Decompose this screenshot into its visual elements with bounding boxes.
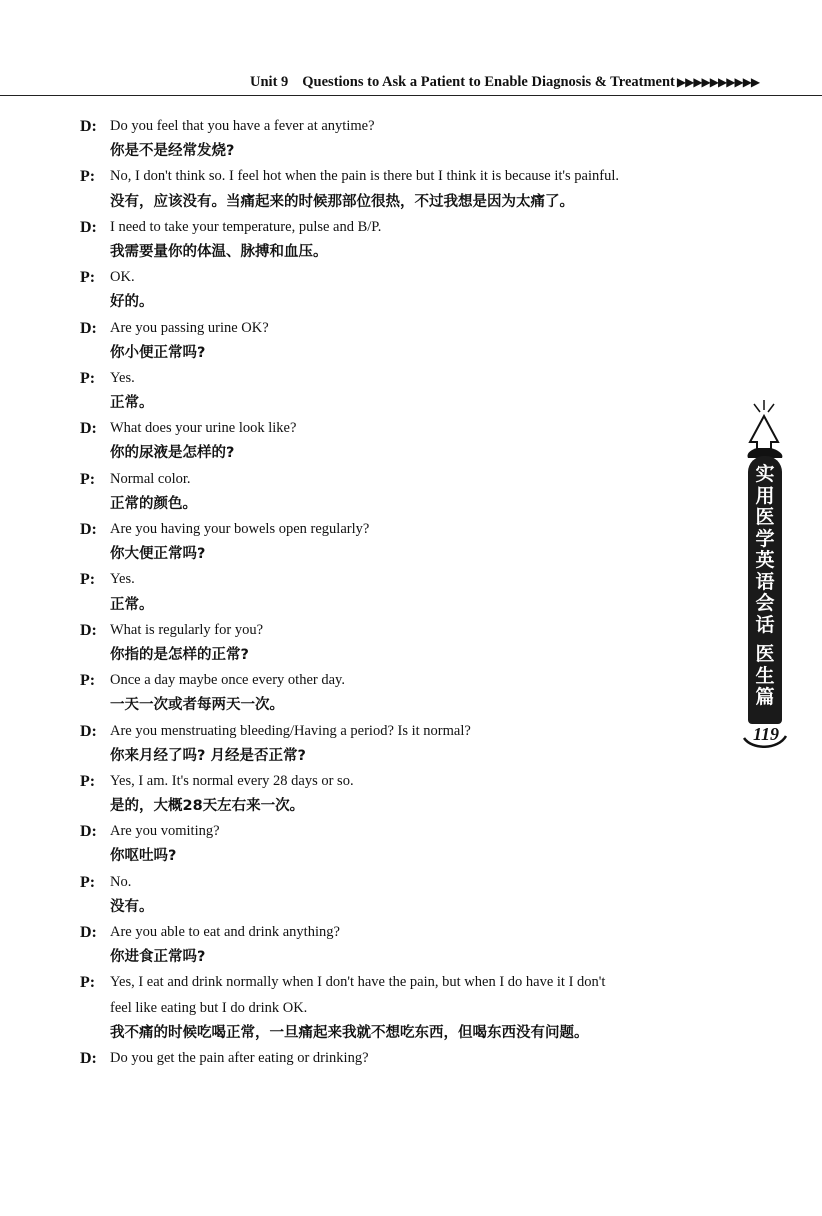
translation-line	[80, 693, 730, 718]
line-text: 没有，应该没有。当痛起来的时候那部位很热，不过我想是因为太痛了。	[110, 193, 574, 210]
translation-line	[80, 945, 730, 970]
translation-line	[80, 341, 730, 366]
dialogue-line	[80, 920, 730, 945]
translation-line	[80, 290, 730, 315]
speaker-label: P:	[80, 470, 96, 488]
translation-line	[80, 492, 730, 517]
line-text: 你指的是怎样的正常?	[110, 646, 249, 663]
speaker-label: D:	[80, 218, 97, 236]
line-text: Are you vomiting?	[110, 823, 220, 840]
speaker-label: P:	[80, 571, 96, 589]
dialogue-line	[80, 416, 730, 441]
speaker-label: P:	[80, 974, 96, 992]
line-text: 你小便正常吗?	[110, 344, 206, 361]
dialogue-line	[80, 366, 730, 391]
dialogue-line	[80, 870, 730, 895]
line-text: 你呕吐吗?	[110, 848, 177, 865]
dialogue-line	[80, 316, 730, 341]
dialogue-line	[80, 114, 730, 139]
dialogue-line	[80, 265, 730, 290]
dialogue-line	[80, 970, 730, 995]
translation-line	[80, 391, 730, 416]
speaker-label: P:	[80, 369, 96, 387]
line-text: Yes, I am. It's normal every 28 days or so.	[110, 772, 354, 789]
line-text: 是的，大概28天左右来一次。	[110, 798, 305, 815]
dialogue-line	[80, 819, 730, 844]
line-text: Normal color.	[110, 470, 191, 487]
volume-label: 医 生 篇	[755, 643, 775, 708]
line-text: 好的。	[110, 294, 154, 311]
line-text: 正常的颜色。	[110, 495, 197, 512]
line-text: Do you feel that you have a fever at anytime?	[110, 118, 375, 134]
translation-line	[80, 844, 730, 869]
line-text: 我需要量你的体温、脉搏和血压。	[110, 243, 328, 260]
dialogue-line	[80, 769, 730, 794]
speaker-label: D:	[80, 823, 97, 841]
speaker-label: D:	[80, 722, 97, 740]
line-text: 你的尿液是怎样的?	[110, 445, 235, 462]
line-text: No.	[110, 873, 132, 890]
dialogue-line	[80, 1046, 730, 1071]
translation-line	[80, 895, 730, 920]
dialogue-line	[80, 618, 730, 643]
translation-line	[80, 542, 730, 567]
dialogue-line	[80, 719, 730, 744]
line-text: What does your urine look like?	[110, 420, 297, 437]
speaker-label: P:	[80, 168, 96, 186]
line-text: 你大便正常吗?	[110, 546, 206, 563]
unit-label: Unit 9	[250, 74, 289, 90]
translation-line	[80, 139, 730, 164]
line-text: Are you menstruating bleeding/Having a period? Is it normal?	[110, 722, 471, 739]
dialogue-line	[80, 996, 730, 1021]
header-rule	[0, 95, 822, 96]
speaker-label: D:	[80, 1049, 97, 1067]
dialogue-line	[80, 567, 730, 592]
speaker-label: P:	[80, 672, 96, 690]
line-text: feel like eating but I do drink OK.	[110, 999, 308, 1016]
dialogue-line	[80, 164, 730, 189]
translation-line	[80, 794, 730, 819]
dialogue-line	[80, 517, 730, 542]
line-text: 你进食正常吗?	[110, 949, 206, 966]
translation-line	[80, 744, 730, 769]
translation-line	[80, 1021, 730, 1046]
translation-line	[80, 643, 730, 668]
speaker-label: D:	[80, 621, 97, 639]
line-text: 你来月经了吗? 月经是否正常?	[110, 747, 306, 764]
dialogue-line	[80, 215, 730, 240]
side-tab	[742, 398, 790, 758]
line-text: OK.	[110, 269, 135, 286]
translation-line	[80, 190, 730, 215]
speaker-label: D:	[80, 420, 97, 438]
line-text: 没有。	[110, 898, 154, 915]
speaker-label: D:	[80, 118, 97, 135]
page-number: 119	[752, 724, 779, 744]
speaker-label: P:	[80, 772, 96, 790]
line-text: Are you passing urine OK?	[110, 319, 269, 336]
speaker-label: P:	[80, 269, 96, 287]
line-text: No, I don't think so. I feel hot when the pain is there but I think it is because it's painful.	[110, 168, 620, 185]
speaker-label: D:	[80, 521, 97, 538]
speaker-label: D:	[80, 319, 97, 337]
line-text: Do you get the pain after eating or drinking?	[110, 1049, 369, 1066]
line-text: 我不痛的时候吃喝正常，一旦痛起来我就不想吃东西，但喝东西没有问题。	[110, 1024, 589, 1041]
line-text: 你是不是经常发烧?	[110, 143, 235, 160]
line-text: 正常。	[110, 596, 154, 613]
line-text: Once a day maybe once every other day.	[110, 672, 345, 689]
line-text: 一天一次或者每两天一次。	[110, 697, 284, 714]
line-text: Are you able to eat and drink anything?	[110, 924, 340, 940]
book-title: 实 用 医 学 英 语 会 话	[755, 463, 775, 636]
line-text: What is regularly for you?	[110, 621, 264, 638]
line-text: I need to take your temperature, pulse and B/P.	[110, 218, 382, 235]
speaker-label: P:	[80, 873, 96, 891]
translation-line	[80, 593, 730, 618]
chapter-title: Questions to Ask a Patient to Enable Diagnosis & Treatment	[302, 74, 675, 90]
header-arrows-icon: ▶▶▶▶▶▶▶▶▶▶	[676, 75, 760, 89]
dialogue-body	[80, 114, 730, 1071]
line-text: Yes, I eat and drink normally when I don't have the pain, but when I do have it I don't	[110, 974, 606, 991]
dialogue-line	[80, 668, 730, 693]
line-text: Yes.	[110, 369, 135, 386]
dialogue-line	[80, 467, 730, 492]
line-text: Yes.	[110, 571, 135, 588]
running-header	[250, 74, 810, 96]
line-text: Are you having your bowels open regularly?	[110, 521, 370, 537]
line-text: 正常。	[110, 395, 154, 412]
translation-line	[80, 441, 730, 466]
speaker-label: D:	[80, 924, 97, 941]
translation-line	[80, 240, 730, 265]
